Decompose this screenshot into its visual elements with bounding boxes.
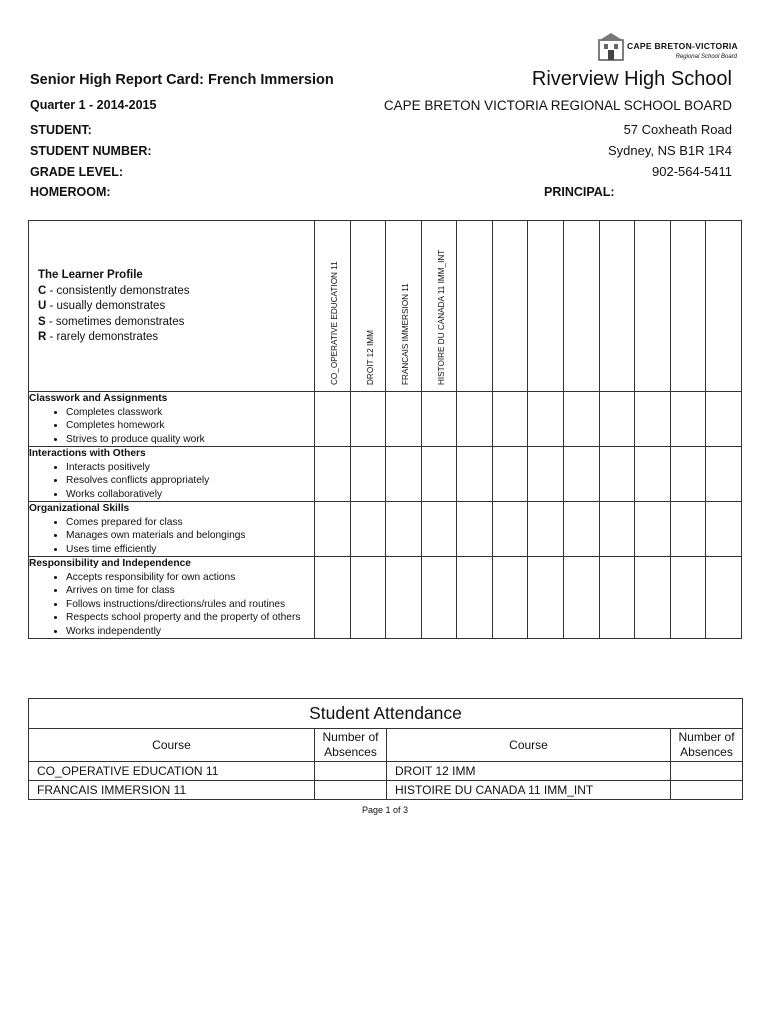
school-name: Riverview High School bbox=[531, 68, 732, 90]
absences-value bbox=[671, 762, 743, 781]
table-row bbox=[29, 781, 743, 800]
school-building-icon bbox=[598, 32, 624, 62]
homeroom-label: HOMEROOM: bbox=[30, 185, 111, 199]
course-column-header: CO_OPERATIVE EDUCATION 11 bbox=[315, 221, 351, 392]
grade-level-label: GRADE LEVEL: bbox=[30, 165, 124, 179]
section-organizational: Organizational Skills • Comes prepared for class • Manages own materials and belongings • Uses time efficiently bbox=[29, 502, 315, 557]
address-line-2: Sydney, NS B1R 1R4 bbox=[607, 143, 732, 158]
quarter-label: Quarter 1 - 2014-2015 bbox=[30, 98, 157, 112]
address-line-1: 57 Coxheath Road bbox=[623, 122, 732, 137]
course-name: DROIT 12 IMM bbox=[387, 762, 671, 781]
section-interactions: Interactions with Others • Interacts positively • Resolves conflicts appropriately • Works collaboratively bbox=[29, 447, 315, 502]
school-board: CAPE BRETON VICTORIA REGIONAL SCHOOL BOARD bbox=[383, 98, 732, 113]
table-row bbox=[29, 392, 742, 447]
course-column-header: DROIT 12 IMM bbox=[350, 221, 386, 392]
course-column-header: HISTOIRE DU CANADA 11 IMM_INT bbox=[421, 221, 457, 392]
section-responsibility: Responsibility and Independence • Accepts responsibility for own actions • Arrives on time for class • Follows instructions/directions/rules and routines • Respects school property and the property of others • Works independently bbox=[29, 557, 315, 639]
table-row bbox=[29, 557, 742, 639]
phone-number: 902-564-5411 bbox=[652, 164, 732, 179]
course-header: Course bbox=[29, 729, 315, 762]
course-name: CO_OPERATIVE EDUCATION 11 bbox=[29, 762, 315, 781]
page-number: Page 1 of 3 bbox=[361, 805, 409, 815]
learner-profile-legend bbox=[29, 221, 315, 392]
section-classwork: Classwork and Assignments • Completes classwork • Completes homework • Strives to produce quality work bbox=[29, 392, 315, 447]
learner-profile-heading: The Learner Profile bbox=[38, 269, 143, 281]
absences-header: Number of Absences bbox=[315, 729, 387, 762]
logo-subtitle: Regional School Board bbox=[675, 54, 737, 60]
legend-item: R - rarely demonstrates bbox=[38, 331, 159, 343]
logo-name: CAPE BRETON-VICTORIA bbox=[627, 41, 739, 51]
course-header: Course bbox=[387, 729, 671, 762]
absences-header: Number of Absences bbox=[671, 729, 743, 762]
legend-item: C - consistently demonstrates bbox=[38, 284, 190, 297]
legend-item: S - sometimes demonstrates bbox=[38, 315, 185, 328]
absences-value bbox=[315, 762, 387, 781]
table-row bbox=[29, 447, 742, 502]
table-row bbox=[29, 502, 742, 557]
legend-item: U - usually demonstrates bbox=[38, 300, 166, 312]
principal-label: PRINCIPAL: bbox=[544, 185, 615, 199]
course-name: FRANCAIS IMMERSION 11 bbox=[29, 781, 315, 800]
learner-profile-table bbox=[28, 220, 742, 639]
student-number-label: STUDENT NUMBER: bbox=[30, 144, 152, 158]
report-title: Senior High Report Card: French Immersion bbox=[30, 72, 334, 88]
absences-value bbox=[315, 781, 387, 800]
course-name: HISTOIRE DU CANADA 11 IMM_INT bbox=[387, 781, 671, 800]
course-column-header: FRANCAIS IMMERSION 11 bbox=[386, 221, 422, 392]
absences-value bbox=[671, 781, 743, 800]
attendance-table bbox=[28, 698, 743, 800]
attendance-title: Student Attendance bbox=[29, 699, 743, 729]
student-label: STUDENT: bbox=[30, 123, 92, 137]
board-logo bbox=[598, 32, 738, 66]
table-row bbox=[29, 762, 743, 781]
